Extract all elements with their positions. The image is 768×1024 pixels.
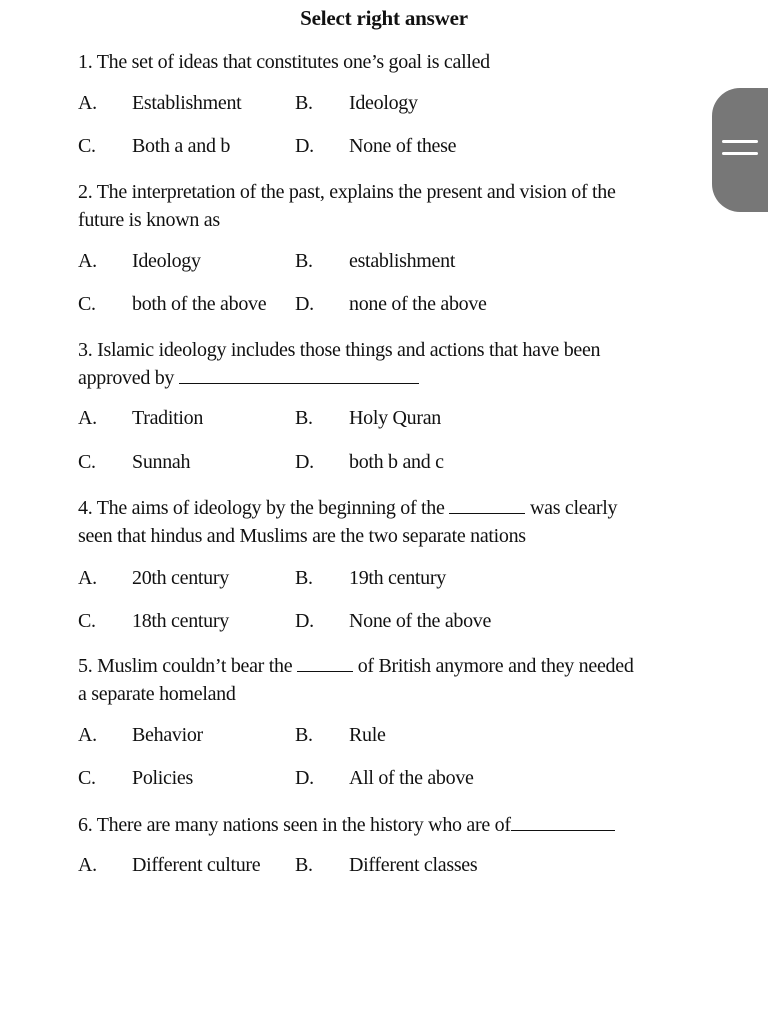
option-text: Behavior (132, 724, 203, 746)
question-2-text (78, 178, 678, 234)
option-letter: A. (78, 92, 97, 114)
answer-blank (449, 495, 525, 514)
question-2-line-2: future is known as (78, 209, 220, 231)
question-4-text (78, 494, 678, 550)
question-5-options-row-1 (0, 724, 768, 752)
question-2-options-row-2 (0, 293, 768, 321)
question-5-line-1a: 5. Muslim couldn’t bear the (78, 655, 293, 677)
question-3-line-1: 3. Islamic ideology includes those things and actions that have been (78, 339, 601, 361)
option-text: both b and c (349, 451, 444, 473)
option-text: none of the above (349, 293, 487, 315)
option-letter: B. (295, 250, 313, 272)
question-3-text (78, 336, 678, 392)
question-4-line-1b: was clearly (529, 497, 618, 519)
question-3-options-row-2 (0, 451, 768, 479)
option-letter: D. (295, 293, 314, 315)
option-letter: D. (295, 451, 314, 473)
option-text: Establishment (132, 92, 242, 114)
question-4-line-1a: 4. The aims of ideology by the beginning of the (78, 497, 445, 519)
question-6-options-row-1 (0, 854, 768, 882)
option-letter: A. (78, 567, 97, 589)
answer-blank (297, 653, 353, 672)
option-text: Different culture (132, 854, 261, 876)
question-2-options-row-1 (0, 250, 768, 278)
option-text: 19th century (349, 567, 446, 589)
option-text: Both a and b (132, 135, 231, 157)
option-text: Ideology (349, 92, 418, 114)
option-letter: C. (78, 767, 96, 789)
question-6-line-1: 6. There are many nations seen in the history who are of (78, 814, 511, 836)
option-text: Tradition (132, 407, 204, 429)
option-letter: C. (78, 135, 96, 157)
question-3-line-2: approved by (78, 367, 175, 389)
option-letter: D. (295, 135, 314, 157)
question-1-options-row-1 (0, 92, 768, 120)
question-5-text (78, 652, 678, 708)
option-letter: C. (78, 451, 96, 473)
option-letter: B. (295, 854, 313, 876)
option-text: Policies (132, 767, 193, 789)
question-6-text (78, 811, 678, 839)
question-5-line-1b: of British anymore and they needed (357, 655, 634, 677)
question-2-line-1: 2. The interpretation of the past, explains the present and vision of the (78, 181, 616, 203)
option-letter: D. (295, 767, 314, 789)
option-letter: B. (295, 567, 313, 589)
option-letter: A. (78, 407, 97, 429)
option-text: Rule (349, 724, 386, 746)
option-letter: B. (295, 407, 313, 429)
option-text: None of these (349, 135, 457, 157)
option-text: establishment (349, 250, 456, 272)
option-letter: A. (78, 724, 97, 746)
option-letter: A. (78, 854, 97, 876)
option-letter: B. (295, 724, 313, 746)
option-letter: A. (78, 250, 97, 272)
option-text: 18th century (132, 610, 229, 632)
question-1-options-row-2 (0, 135, 768, 163)
option-text: Ideology (132, 250, 201, 272)
option-text: Holy Quran (349, 407, 441, 429)
page-title: Select right answer (300, 6, 468, 30)
question-5-line-2: a separate homeland (78, 683, 236, 705)
option-text: 20th century (132, 567, 229, 589)
question-5-options-row-2 (0, 767, 768, 795)
option-text: Different classes (349, 854, 478, 876)
answer-blank (511, 812, 615, 831)
answer-blank (179, 365, 419, 384)
question-1-text: 1. The set of ideas that constitutes one’s goal is called (78, 51, 490, 73)
option-text: None of the above (349, 610, 492, 632)
option-text: Sunnah (132, 451, 191, 473)
option-text: both of the above (132, 293, 267, 315)
option-letter: B. (295, 92, 313, 114)
option-letter: C. (78, 293, 96, 315)
side-panel-drag-handle[interactable] (712, 88, 768, 212)
option-letter: C. (78, 610, 96, 632)
handle-grip-icon (722, 152, 758, 155)
question-4-line-2: seen that hindus and Muslims are the two separate nations (78, 525, 526, 547)
question-3-options-row-1 (0, 407, 768, 435)
question-4-options-row-1 (0, 567, 768, 595)
question-4-options-row-2 (0, 610, 768, 638)
option-letter: D. (295, 610, 314, 632)
option-text: All of the above (349, 767, 474, 789)
handle-grip-icon (722, 140, 758, 143)
